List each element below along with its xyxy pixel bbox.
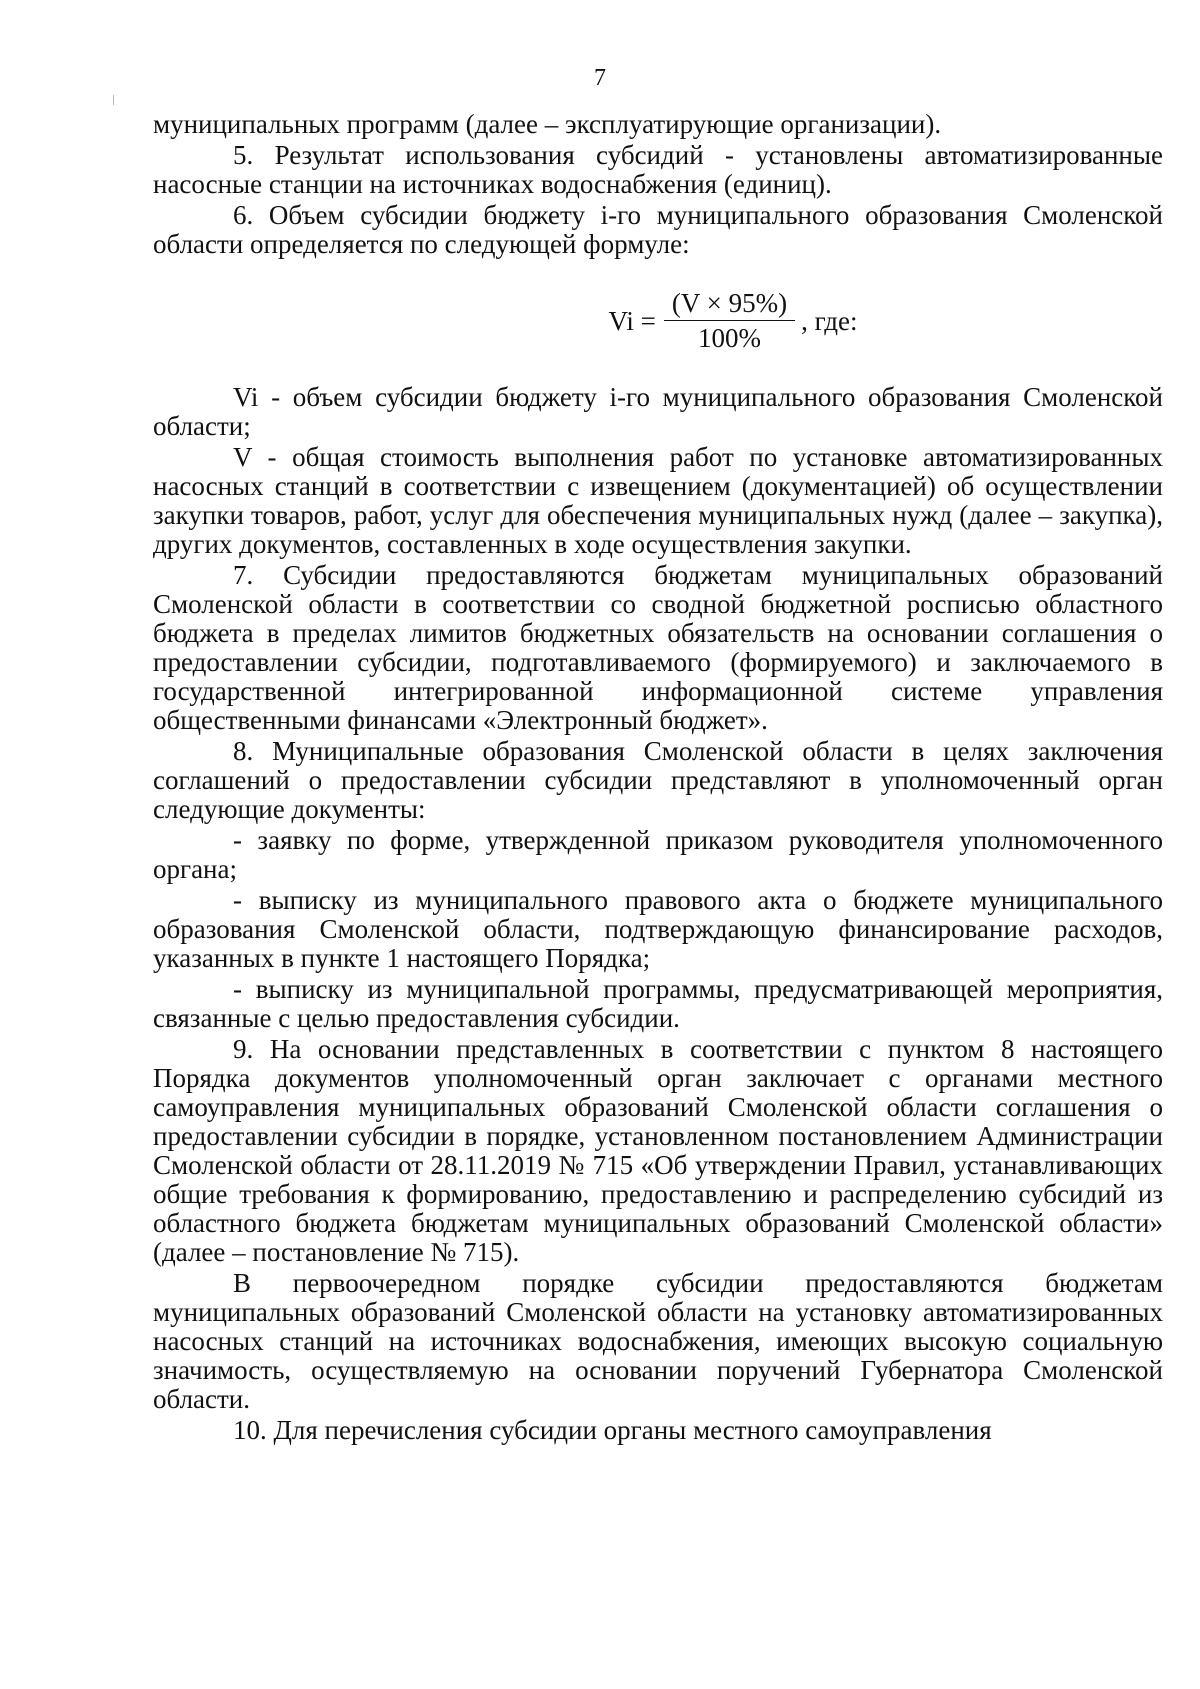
paragraph-priority: В первоочередном порядке субсидии предоставляются бюджетам муниципальных образований Смоленской области на установку автоматизированных насосных станций на источниках водоснабжения, имеющих высокую социальную значимость, осуществляемую на основании поручений Губернатора Смоленской области. [153,1268,1163,1414]
document-body [153,110,1163,1447]
paragraph-item-6: 6. Объем субсидии бюджету i-го муниципального образования Смоленской области определяется по следующей формуле: [153,200,1163,259]
paragraph-item-9: 9. На основании представленных в соответствии с пунктом 8 настоящего Порядка документов уполномоченный орган заключает с органами местного самоуправления муниципальных образований Смоленской области соглашения о предоставлении субсидии в порядке, установленном постановлением Администрации Смоленской области от 28.11.2019 № 715 «Об утверждении Правил, устанавливающих общие требования к формированию, предоставлению и распределению субсидий из областного бюджета бюджетам муниципальных образований Смоленской области» (далее – постановление № 715). [153,1034,1163,1267]
paragraph-item-8: 8. Муниципальные образования Смоленской области в целях заключения соглашений о предоставлении субсидии представляют в уполномоченный орган следующие документы: [153,736,1163,824]
list-item-program-extract: - выписку из муниципальной программы, предусматривающей мероприятия, связанные с целью предоставления субсидии. [153,974,1163,1033]
page-number: 7 [594,65,606,91]
formula-tail: , где: [801,305,858,336]
paragraph-item-7: 7. Субсидии предоставляются бюджетам муниципальных образований Смоленской области в соответствии со сводной бюджетной росписью областного бюджета в пределах лимитов бюджетных обязательств на основании соглашения о предоставлении субсидии, подготавливаемого (формируемого) и заключаемого в государственной интегрированной информационной системе управления общественными финансами «Электронный бюджет». [153,560,1163,735]
list-item-budget-extract: - выписку из муниципального правового акта о бюджете муниципального образования Смоленской области, подтверждающую финансирование расходов, указанных в пункте 1 настоящего Порядка; [153,885,1163,973]
subsidy-formula [303,271,1163,371]
scan-mark [113,95,114,105]
formula-lhs: Vi = [608,305,656,336]
formula-denominator: 100% [697,323,761,353]
paragraph-definition-v: V - общая стоимость выполнения работ по установке автоматизированных насосных станций в соответствии с извещением (документацией) об осуществлении закупки товаров, работ, услуг для обеспечения муниципальных нужд (далее – закупка), других документов, составленных в ходе осуществления закупки. [153,442,1163,559]
paragraph-continuation: муниципальных программ (далее – эксплуатирующие организации). [153,109,942,139]
paragraph-definition-vi: Vi - объем субсидии бюджету i-го муниципального образования Смоленской области; [153,382,1163,441]
formula-numerator: (V × 95%) [664,289,795,321]
paragraph-item-5: 5. Результат использования субсидий - установлены автоматизированные насосные станции на источниках водоснабжения (единиц). [153,140,1163,199]
paragraph-item-10: 10. Для перечисления субсидии органы местного самоуправления [233,1415,992,1445]
list-item-application: - заявку по форме, утвержденной приказом руководителя уполномоченного органа; [153,825,1163,884]
formula-fraction [664,289,795,353]
